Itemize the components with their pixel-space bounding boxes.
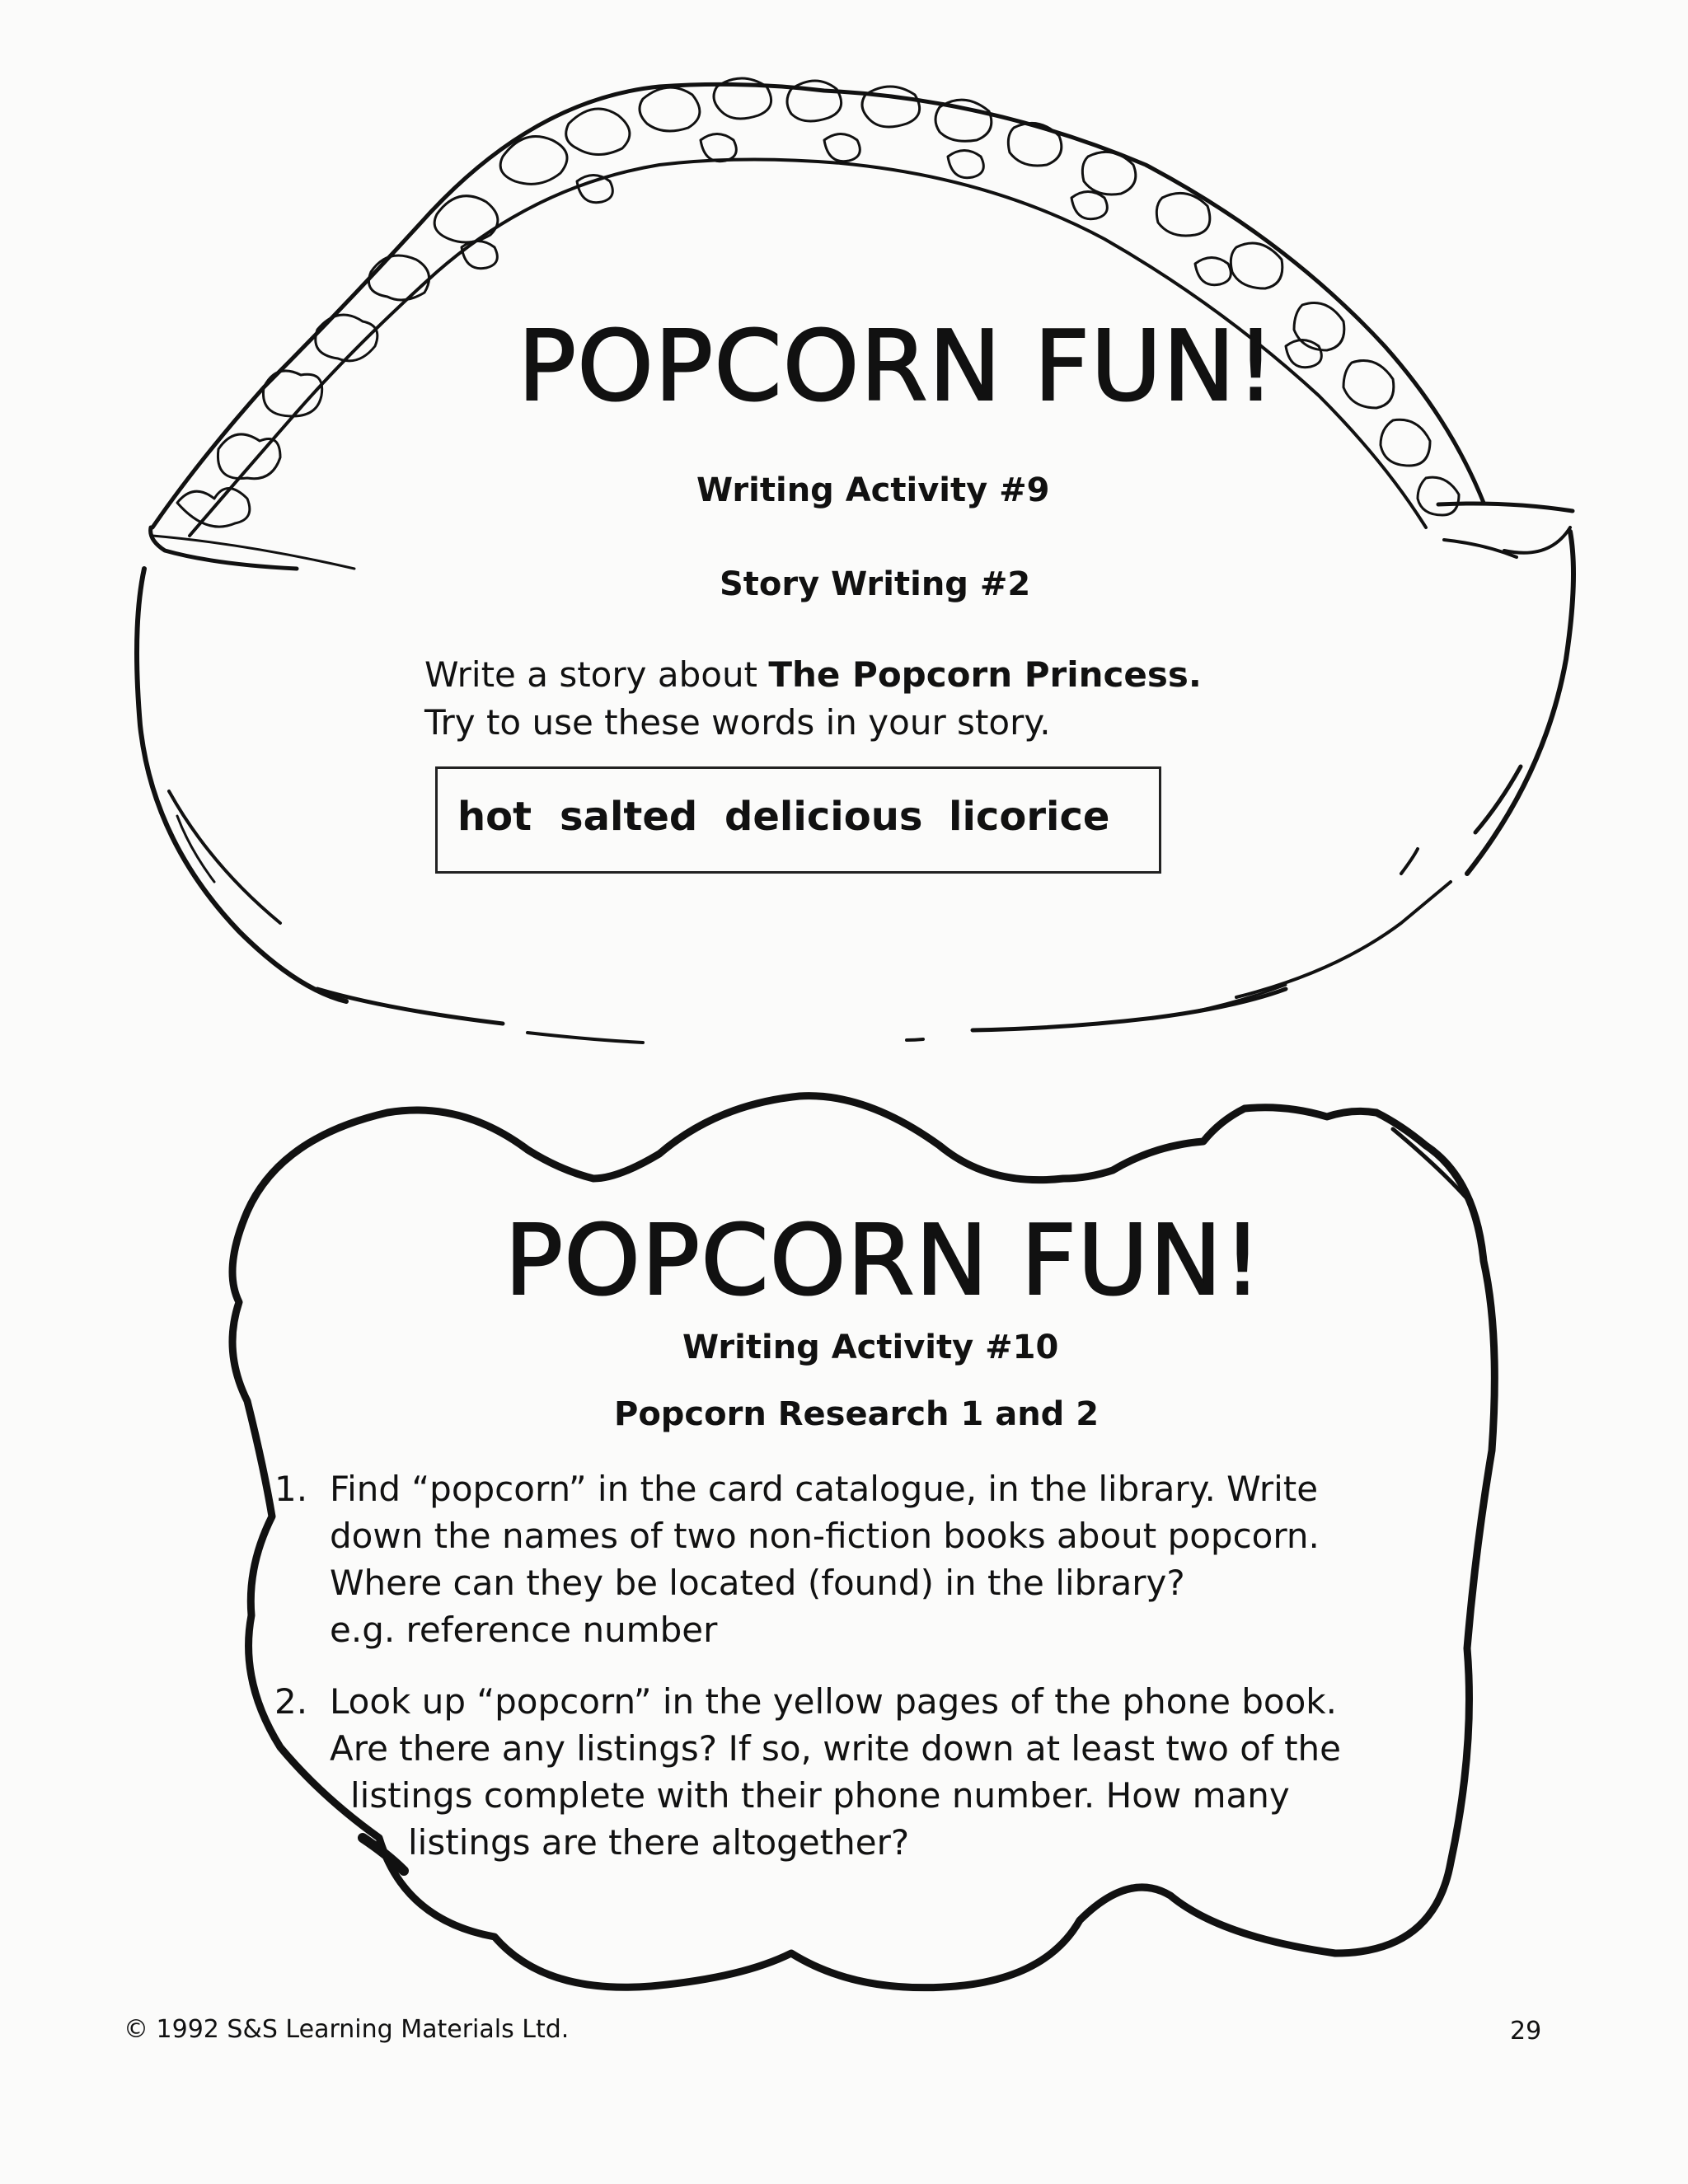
activity9-title: POPCORN FUN! [518, 309, 1277, 423]
page-number: 29 [1510, 2017, 1542, 2046]
item-line: Find “popcorn” in the card catalogue, in the library. Write [330, 1469, 1319, 1509]
activity9-prompt-line1 [424, 651, 1202, 698]
activity10-subtitle: Popcorn Research 1 and 2 [614, 1395, 1100, 1433]
item-line: Look up “popcorn” in the yellow pages of the phone book. [330, 1681, 1337, 1722]
word-hot: hot [457, 794, 532, 840]
copyright: © 1992 S&S Learning Materials Ltd. [124, 2015, 570, 2044]
item-line: e.g. reference number [330, 1610, 718, 1650]
story-title: The Popcorn Princess. [768, 654, 1202, 695]
activity10-label: Writing Activity #10 [682, 1329, 1059, 1366]
word-delicious: delicious [724, 794, 923, 840]
item-line: Are there any listings? If so, write down at least two of the [330, 1728, 1342, 1769]
item-number: 1. [274, 1469, 308, 1509]
activity9-prompt-line2: Try to use these words in your story. [424, 702, 1051, 743]
popcorn-bowl-icon [137, 78, 1573, 1043]
activity10-title: POPCORN FUN! [504, 1203, 1264, 1317]
item-line: listings complete with their phone number. How many [350, 1775, 1290, 1816]
item-line: down the names of two non-fiction books about popcorn. [330, 1516, 1320, 1556]
item-line: listings are there altogether? [408, 1822, 910, 1863]
item-number: 2. [274, 1681, 308, 1722]
item-line: Where can they be located (found) in the library? [330, 1563, 1185, 1603]
prompt-text: Write a story about [424, 654, 769, 695]
word-box [435, 766, 1161, 874]
activity9-label: Writing Activity #9 [696, 471, 1050, 509]
word-salted: salted [560, 794, 698, 840]
activity9-subtitle: Story Writing #2 [720, 565, 1031, 603]
word-licorice: licorice [949, 794, 1110, 840]
